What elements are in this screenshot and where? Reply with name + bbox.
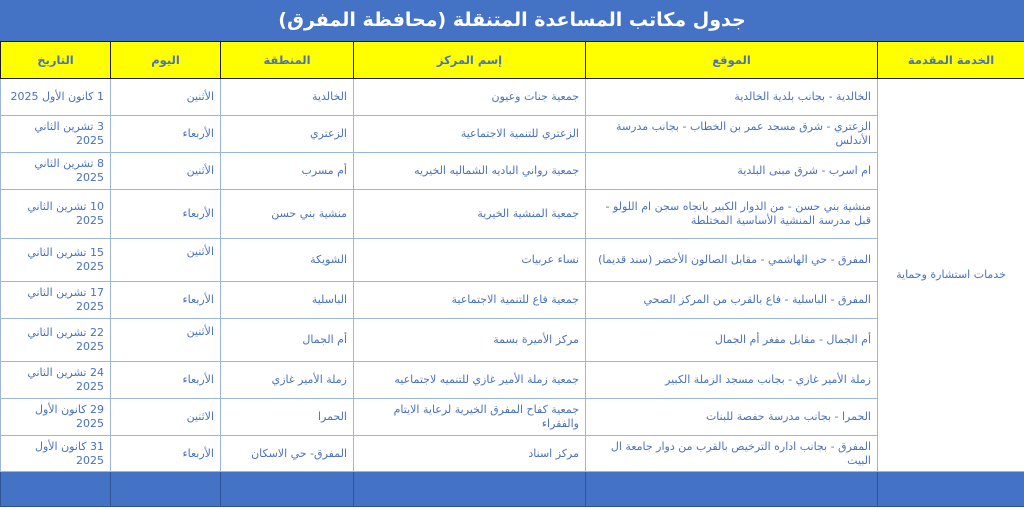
- table-row: [1, 436, 1024, 472]
- cell-location: المفرق - حي الهاشمي - مقابل الصالون الأخضر (سند قديما): [586, 239, 878, 282]
- cell-day: الأثنين: [111, 239, 221, 282]
- footer-cell: [878, 472, 1024, 507]
- cell-area: الزعتري: [221, 116, 354, 153]
- table-row: [1, 282, 1024, 319]
- table-row: [1, 79, 1024, 116]
- header-location: الموقع: [586, 42, 878, 79]
- cell-area: أم الجمال: [221, 319, 354, 362]
- cell-day: الأربعاء: [111, 190, 221, 239]
- cell-date: 3 تشرين الثاني 2025: [1, 116, 111, 153]
- cell-center: جمعية جنات وعيون: [354, 79, 586, 116]
- header-center: إسم المركز: [354, 42, 586, 79]
- cell-location: ام اسرب - شرق مبنى البلدية: [586, 153, 878, 190]
- header-date: التاريخ: [1, 42, 111, 79]
- table-footer-row: [1, 472, 1024, 507]
- table-row: [1, 319, 1024, 362]
- cell-day: الاثنين: [111, 399, 221, 436]
- cell-date: 31 كانون الأول 2025: [1, 436, 111, 472]
- cell-location: المفرق - بجانب اداره الترخيص بالقرب من دوار جامعة ال البيت: [586, 436, 878, 472]
- cell-day: الأثنين: [111, 79, 221, 116]
- cell-center: جمعية كفاح المفرق الخيرية لرعاية الايتام والفقراء: [354, 399, 586, 436]
- cell-location: منشية بني حسن - من الدوار الكبير باتجاه سجن ام اللولو - قبل مدرسة المنشية الأساسية المختلطة: [586, 190, 878, 239]
- cell-location: زملة الأمير غازي - بجانب مسجد الزملة الكبير: [586, 362, 878, 399]
- cell-area: الخالدية: [221, 79, 354, 116]
- cell-day: الأثنين: [111, 319, 221, 362]
- cell-location: الحمرا - بجانب مدرسة حفصة للبنات: [586, 399, 878, 436]
- cell-area: المفرق- حي الاسكان: [221, 436, 354, 472]
- table-row: [1, 399, 1024, 436]
- cell-area: الشويكة: [221, 239, 354, 282]
- cell-date: 17 تشرين الثاني 2025: [1, 282, 111, 319]
- footer-cell: [111, 472, 221, 507]
- cell-location: الزعتري - شرق مسجد عمر بن الخطاب - بجانب مدرسة الأندلس: [586, 116, 878, 153]
- cell-area: زملة الأمير غازي: [221, 362, 354, 399]
- cell-center: نساء عربيات: [354, 239, 586, 282]
- cell-area: أم مسرب: [221, 153, 354, 190]
- schedule-table: [0, 41, 1024, 507]
- cell-date: 8 تشرين الثاني 2025: [1, 153, 111, 190]
- cell-center: جمعية فاع للتنمية الاجتماعية: [354, 282, 586, 319]
- cell-day: الأربعاء: [111, 436, 221, 472]
- cell-area: منشية بني حسن: [221, 190, 354, 239]
- cell-center: مركز الأميرة بسمة: [354, 319, 586, 362]
- header-area: المنطقة: [221, 42, 354, 79]
- cell-center: مركز اسناد: [354, 436, 586, 472]
- table-row: [1, 153, 1024, 190]
- table-row: [1, 116, 1024, 153]
- cell-day: الأربعاء: [111, 282, 221, 319]
- cell-area: الحمرا: [221, 399, 354, 436]
- cell-area: الباسلية: [221, 282, 354, 319]
- footer-cell: [1, 472, 111, 507]
- cell-location: المفرق - الباسلية - فاع بالقرب من المركز الصحي: [586, 282, 878, 319]
- cell-service: خدمات استشارة وحماية: [878, 79, 1024, 472]
- table-header-row: [1, 42, 1024, 79]
- footer-cell: [221, 472, 354, 507]
- footer-cell: [586, 472, 878, 507]
- cell-center: جمعية رواني الباديه الشماليه الخيريه: [354, 153, 586, 190]
- cell-day: الأربعاء: [111, 116, 221, 153]
- header-day: اليوم: [111, 42, 221, 79]
- cell-date: 1 كانون الأول 2025: [1, 79, 111, 116]
- table-row: [1, 362, 1024, 399]
- cell-day: الأربعاء: [111, 362, 221, 399]
- cell-center: جمعية زملة الأمير غازي للتنميه لاجتماعيه: [354, 362, 586, 399]
- cell-date: 29 كانون الأول 2025: [1, 399, 111, 436]
- table-row: [1, 239, 1024, 282]
- table-row: [1, 190, 1024, 239]
- cell-center: جمعية المنشية الخيرية: [354, 190, 586, 239]
- cell-day: الأثنين: [111, 153, 221, 190]
- cell-date: 15 تشرين الثاني 2025: [1, 239, 111, 282]
- header-service: الخدمة المقدمة: [878, 42, 1024, 79]
- footer-cell: [354, 472, 586, 507]
- cell-location: أم الجمال - مقابل مفغر أم الجمال: [586, 319, 878, 362]
- page-title: جدول مكاتب المساعدة المتنقلة (محافظة المفرق): [0, 0, 1024, 41]
- cell-date: 10 تشرين الثاني 2025: [1, 190, 111, 239]
- cell-date: 24 تشرين الثاني 2025: [1, 362, 111, 399]
- cell-location: الخالدية - بجانب بلدية الخالدية: [586, 79, 878, 116]
- cell-date: 22 تشرين الثاني 2025: [1, 319, 111, 362]
- cell-center: الزعتري للتنمية الاجتماعية: [354, 116, 586, 153]
